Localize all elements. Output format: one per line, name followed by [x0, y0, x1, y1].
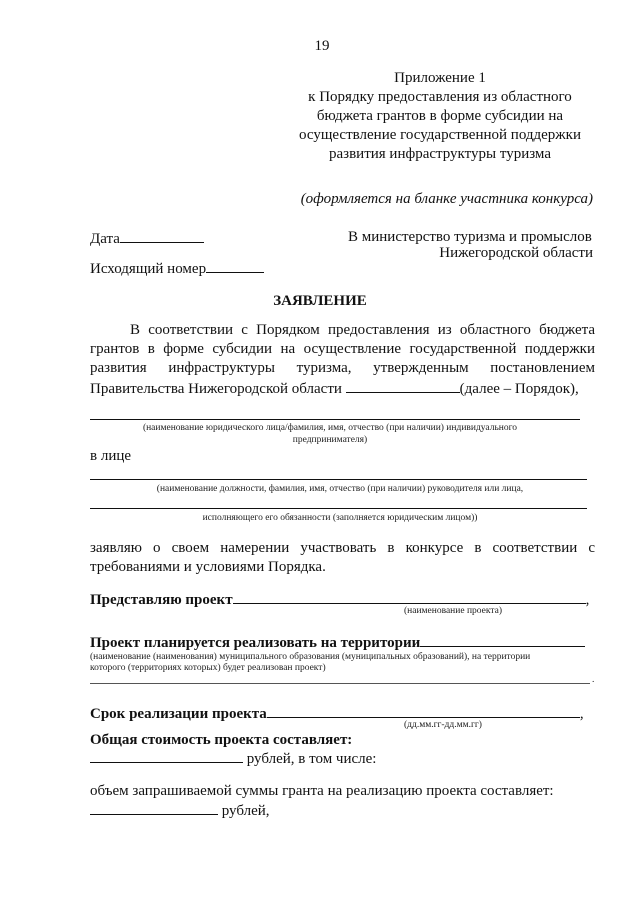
- dates-hint: (дд.мм.гг-дд.мм.гг): [404, 720, 482, 730]
- project-row: [90, 589, 589, 610]
- declaration-line: заявляю о своем намерении участвовать в конкурсе в соответствии с: [90, 540, 595, 556]
- person-hint-line: (наименование должности, фамилия, имя, отчество (при наличии) руководителя или лица,: [156, 484, 524, 494]
- in-person-label: в лице: [90, 448, 132, 464]
- intro-line4-start: Правительства Нижегородской области: [90, 381, 342, 397]
- outgoing-number-field[interactable]: [206, 258, 264, 273]
- total-cost-row: [90, 748, 376, 769]
- representative-field[interactable]: [90, 479, 587, 480]
- declaration-line: требованиями и условиями Порядка.: [90, 559, 326, 575]
- entity-hint-line: (наименование юридического лица/фамилия, имя, отчество (при наличии) индивидуального: [142, 423, 518, 433]
- appendix-block: [280, 69, 600, 164]
- entity-hint-line: предпринимателя): [292, 435, 368, 445]
- declaration: [90, 539, 595, 577]
- date-label: Дата: [90, 231, 120, 247]
- project-label: Представляю проект: [90, 592, 233, 608]
- intro-line: развития инфраструктуры туризма, утвержденным постановлением: [90, 360, 595, 376]
- total-cost-field[interactable]: [90, 748, 243, 763]
- territory-row: [90, 632, 585, 653]
- term-field[interactable]: [267, 703, 580, 718]
- grant-request-label: объем запрашиваемой суммы гранта на реализацию проекта составляет:: [90, 783, 554, 799]
- resolution-field[interactable]: [346, 378, 460, 393]
- entity-name-field[interactable]: [90, 419, 580, 420]
- representative-field-2[interactable]: [90, 508, 587, 509]
- grant-request-row: [90, 800, 270, 821]
- dot: .: [592, 675, 595, 685]
- addressee-line: Нижегородской области: [439, 245, 593, 261]
- intro-line4-end: (далее – Порядок),: [459, 381, 579, 397]
- form-note: (оформляется на бланке участника конкурса): [300, 191, 593, 207]
- project-hint: (наименование проекта): [404, 606, 503, 616]
- territory-label: Проект планируется реализовать на территории: [90, 635, 421, 651]
- person-hint-line: исполняющего его обязанности (заполняется юридическим лицом)): [202, 513, 478, 523]
- term-row: [90, 703, 584, 724]
- rubles-including: рублей, в том числе:: [246, 751, 377, 767]
- addressee-line: В министерство туризма и промыслов: [348, 229, 592, 245]
- comma: ,: [585, 592, 590, 608]
- appendix-line: бюджета грантов в форме субсидии на: [316, 108, 564, 124]
- page-number: 19: [314, 38, 330, 54]
- date-row: [90, 228, 204, 249]
- appendix-line: к Порядку предоставления из областного: [308, 89, 572, 105]
- term-label: Срок реализации проекта: [90, 706, 267, 722]
- document-title: ЗАЯВЛЕНИЕ: [273, 293, 367, 309]
- intro-line: грантов в форме субсидии на осуществление государственной поддержки: [90, 341, 595, 357]
- territory-hint-line: которого (территориях которых) будет реализован проект): [90, 663, 326, 673]
- territory-field[interactable]: [420, 632, 585, 647]
- rubles: рублей,: [221, 803, 270, 819]
- comma: ,: [579, 706, 584, 722]
- territory-field-2[interactable]: [90, 683, 590, 684]
- appendix-line: развития инфраструктуры туризма: [329, 146, 551, 162]
- outgoing-number-row: [90, 258, 264, 279]
- total-cost-label: Общая стоимость проекта составляет:: [90, 732, 353, 748]
- intro-line-last: [90, 378, 595, 399]
- date-field[interactable]: [120, 228, 204, 243]
- intro-paragraph: [90, 321, 595, 399]
- project-name-field[interactable]: [233, 589, 586, 604]
- appendix-line: осуществление государственной поддержки: [299, 127, 581, 143]
- appendix-title: Приложение 1: [394, 70, 486, 86]
- intro-line: В соответствии с Порядком предоставления из областного бюджета: [130, 322, 595, 338]
- territory-hint-line: (наименование (наименования) муниципального образования (муниципальных образований), на территории: [90, 652, 531, 662]
- outgoing-number-label: Исходящий номер: [90, 261, 207, 277]
- grant-amount-field[interactable]: [90, 800, 218, 815]
